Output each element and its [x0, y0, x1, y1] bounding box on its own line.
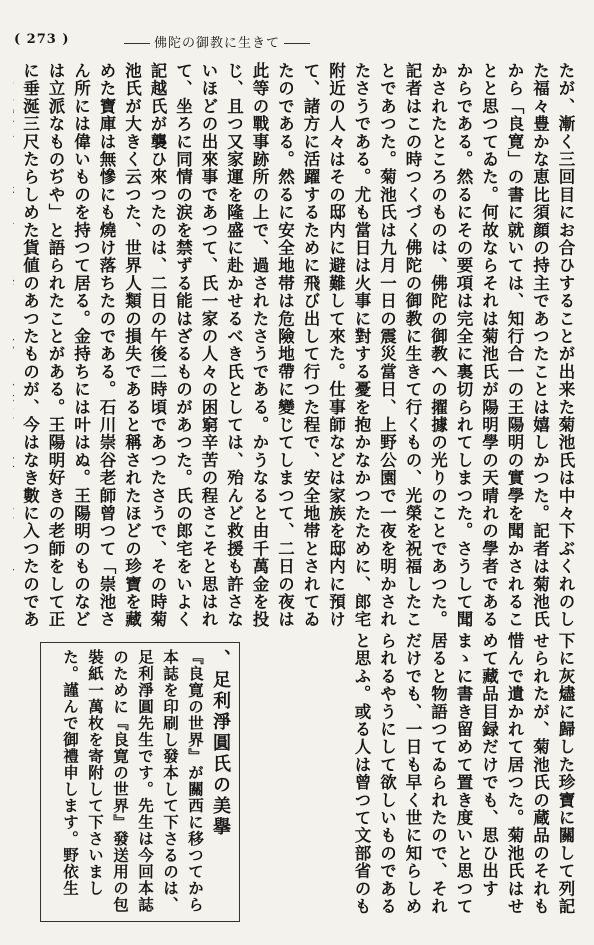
notice-box — [40, 642, 240, 922]
title-rule-left — [124, 43, 150, 44]
article-body-lower — [348, 632, 578, 932]
page-number: ( 273 ) — [14, 32, 70, 47]
running-title: 佛陀の御教に生きて — [154, 36, 281, 51]
article-text-lower: 下に灰燼に歸した珍寶に關して列記せられたが、菊池氏の蔵品のそれも惜んで遺かれて居つた。菊池氏はせめて藏品目録だけでも、思ひ出すまゝに書き留めて置き度いと思つて居ると物語つてゐられたので、それだけでも、一日も早く世に知らしめられるやうにして欲しいものであると思ふ。或る人は曾つて文部省のも — [352, 632, 575, 916]
article-body-upper — [13, 62, 578, 632]
article-text-upper: たが、漸く三回目にお合ひすることが出来た菊池氏は中々下ぶくれのした福々豊かな恵比須顔の持主であつたことは嬉しかつた。記者は菊池氏から「良寛」の書に就いては、知行合一の王陽明の實學を聞かされることと思つてゐた。何故ならそれは菊池氏が陽明學の天晴れの學者であるからである。然るにその要項は完全に裏切られてしまつた。さうして聞かされたところのものは、佛陀の御教への擢據の光りのことであつた。記者はこの時つくづく佛陀の御教に生きて行くもの、光榮を祝福したことであつた。菊池氏は九月一日の震災當日、上野公園で一夜を明かされたさうである。尤も當日は火事に對する憂を抱かなかつたために、郎宅附近の人々はその邸内に避難して來た。仕事師などは家族を邸内に預けて、諸方に活躍するために飛び出して行つた程で、安全地帯とされてゐたのである。然るに安全地帯は危險地帶に變じてしまつて、二日の夜は此等の戰事跡所の上で、過されたさうである。かうなると由千萬金を投じ、且つ又家運を隆盛に赴かせるべき氏としては、殆んど救援も許さないほどの出來事であつて、氏一家の人々の困窮辛苦の程さこそと思はれて、坐ろに同情の涙を禁ずる能はざるものがあつた。氏の郎宅をいよく記越氏が襲ひ來つたのは、二日の午後二時頃であつたさうで、その時菊池氏が大きく云つた、世界人類の損失であると稱されたほどの珍寶を藏めた寶庫は無慘にも燒け落ちたのである。石川崇谷老師曾つて「崇池さん所には偉いものを持つて居る。金持ちには叶はぬ。王陽明のものなどは立派なものぢや」と語られたことがある。王陽明好きの老師をして正に垂涎三尺たらしめた貨値のあつたものが、今はなき數に入つたのであ — [20, 62, 575, 629]
running-title-wrap — [120, 32, 314, 51]
title-rule-right — [284, 43, 310, 44]
notice-title: 、足利淨圓氏の美擧 — [210, 649, 231, 838]
page-header — [0, 30, 594, 58]
notice-body: 『良寛の世界』が關西に移つてから本誌を印刷し發本して下さるのは、足利淨圓先生です。先生は今回本誌のために『良寛の世界』發送用の包裝紙一萬枚を寄附して下さいました。謹んで御禮申します。野依生 — [61, 649, 205, 913]
